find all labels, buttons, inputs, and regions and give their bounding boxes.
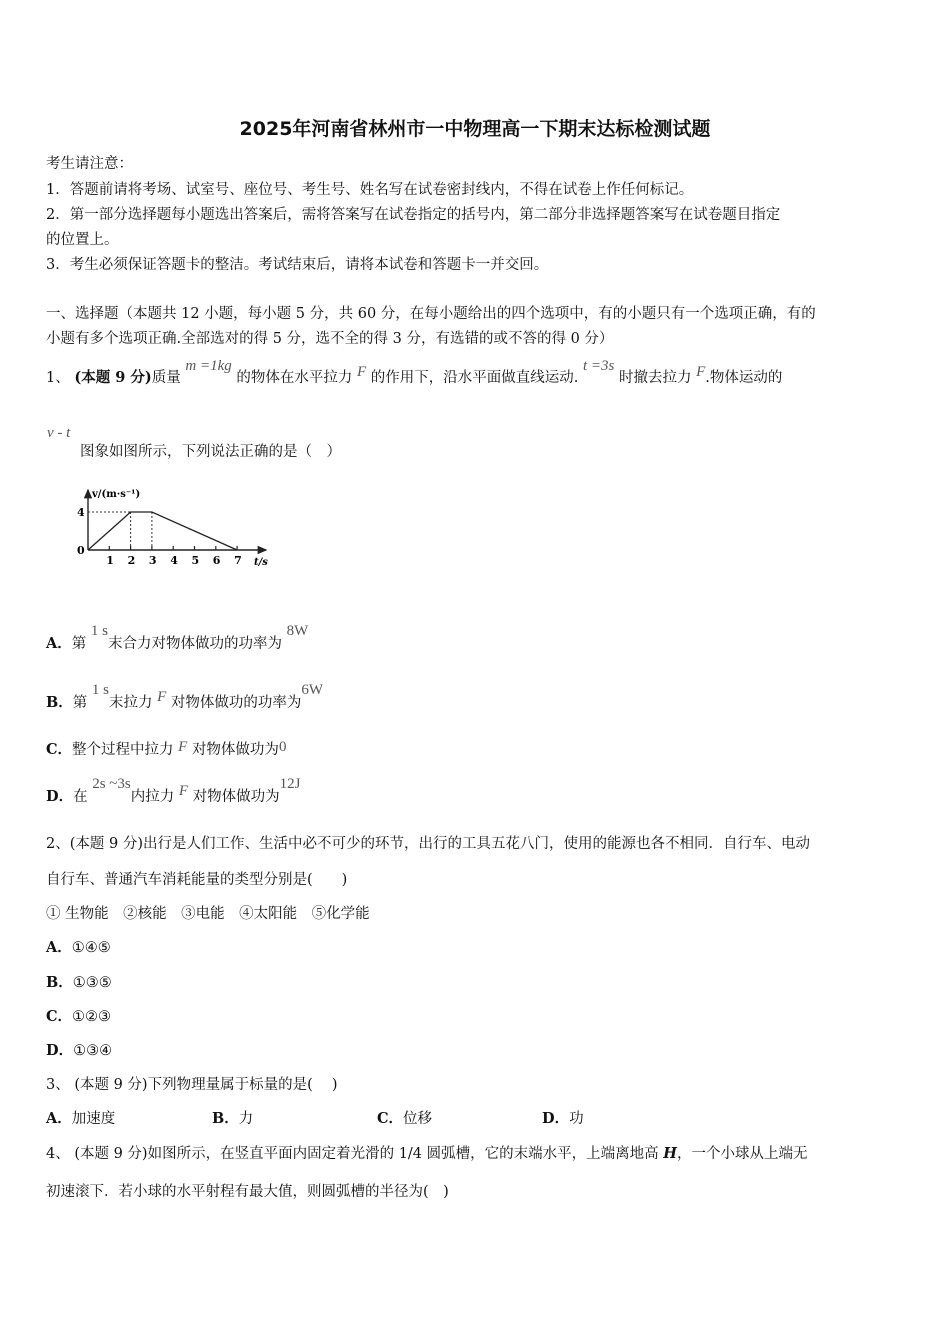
vt-graph [44, 482, 289, 582]
q3-option-a[interactable] [46, 1107, 115, 1128]
q4-stem-2: 初速滚下．若小球的水平射程有最大值，则圆弧槽的半径为( ) [46, 1184, 449, 1200]
section-heading-cont: 小题有多个选项正确.全部选对的得 5 分，选不全的得 3 分，有选错的或不答的得 0 分） [46, 331, 614, 347]
q3-option-b-label: B． [212, 1110, 239, 1127]
q1-text-4: 时撤去拉力 [618, 370, 692, 386]
q1-text-1: 质量 [151, 370, 181, 386]
q1-text-3: 的作用下，沿水平面做直线运动. [370, 370, 579, 386]
q1-number: 1、 [46, 370, 70, 386]
q1-vt-math: v - t [47, 425, 71, 441]
x-tick-label-2: 2 [127, 554, 136, 567]
q1-option-d-force: F [178, 783, 189, 799]
q2-option-d-label: D． [46, 1042, 74, 1059]
q1-option-b[interactable] [46, 682, 324, 712]
y-tick-label-4: 4 [77, 506, 85, 519]
q1-option-a-math-2: 8W [286, 623, 309, 639]
q3-option-d[interactable] [542, 1107, 584, 1128]
q3-option-c-text: 位移 [403, 1111, 433, 1127]
q1-option-b-force: F [157, 689, 167, 705]
y-axis-label: v/(m·s⁻¹) [92, 489, 141, 500]
q2-option-b-text: ①③⑤ [72, 975, 112, 991]
q1-force-math: F [356, 364, 367, 380]
q1-text-6: 图象如图所示，下列说法正确的是（ ） [80, 444, 341, 460]
q1-option-d-math-2: 12J [279, 776, 301, 792]
q3-option-a-label: A． [46, 1110, 72, 1127]
q1-option-a-pre: 第 [71, 636, 87, 652]
q1-option-d-label: D． [46, 788, 74, 805]
q1-option-c-mid: 对物体做功为 [191, 742, 279, 758]
q1-time-math: t =3s [582, 358, 615, 374]
section-heading: 一、选择题（本题共 12 小题，每小题 5 分，共 60 分，在每小题给出的四个选项中，有的小题只有一个选项正确，有的 [46, 306, 816, 322]
q1-option-b-math-1: 1 s [91, 682, 109, 698]
q4-height-symbol: H [663, 1145, 677, 1162]
x-tick-label-3: 3 [148, 554, 157, 567]
notice-item-3: 3．考生必须保证答题卡的整洁。考试结束后，请将本试卷和答题卡一并交回。 [46, 257, 549, 273]
q2-option-a-text: ①④⑤ [71, 940, 111, 956]
q1-option-d[interactable] [46, 776, 301, 806]
x-axis-label: t/s [254, 557, 268, 568]
q3-option-b-text: 力 [238, 1111, 254, 1127]
notice-item-1: 1．答题前请将考场、试室号、座位号、考生号、姓名写在试卷密封线内，不得在试卷上作任何标记。 [46, 182, 694, 198]
q1-force-math-2: F [696, 364, 706, 380]
q2-option-d-text: ①③④ [73, 1043, 113, 1059]
q1-option-a-mid: 末合力对物体做功的功率为 [107, 636, 282, 652]
q1-option-d-math-1: 2s ~3s [92, 776, 131, 792]
q1-text-2: 的物体在水平拉力 [236, 370, 353, 386]
q1-option-d-mid2: 对物体做功为 [192, 789, 280, 805]
x-tick-label-7: 7 [234, 554, 242, 567]
q2-option-b[interactable] [46, 971, 112, 992]
q1-option-b-mid: 末拉力 [108, 695, 153, 711]
x-tick-label-6: 6 [212, 554, 221, 567]
q2-option-c[interactable] [46, 1005, 111, 1026]
x-tick-label-4: 4 [170, 554, 178, 567]
origin-label: 0 [77, 544, 85, 557]
q3-option-d-text: 功 [569, 1111, 584, 1127]
notice-item-2-cont: 的位置上。 [46, 232, 119, 248]
q2-option-c-label: C． [46, 1008, 73, 1025]
q3-option-b[interactable] [212, 1107, 253, 1128]
q3-stem: 3、 (本题 9 分)下列物理量属于标量的是( ) [46, 1077, 338, 1093]
q2-option-a[interactable] [46, 936, 111, 957]
q1-option-c[interactable] [46, 738, 286, 759]
x-tick-label-5: 5 [191, 554, 200, 567]
q1-option-a-math-1: 1 s [90, 623, 108, 639]
q1-option-c-math: 0 [278, 739, 287, 755]
q2-stem-1: 2、(本题 9 分)出行是人们工作、生活中必不可少的环节，出行的工具五花八门，使用的能源也各不相同．自行车、电动 [46, 836, 810, 852]
q1-option-c-force: F [178, 739, 188, 755]
q4-text-1: 4、 (本题 9 分)如图所示，在竖直平面内固定着光滑的 1/4 圆弧槽，它的末端水平，上端离地高 [46, 1146, 664, 1162]
q1-option-c-label: C． [46, 741, 73, 758]
q1-score: (本题 9 分) [74, 369, 152, 386]
notice-heading: 考生请注意： [46, 156, 133, 172]
page-title: 2025年河南省林州市一中物理高一下期末达标检测试题 [239, 118, 711, 140]
q1-mass-math: m =1kg [185, 358, 232, 374]
q1-option-d-mid: 内拉力 [130, 789, 175, 805]
q1-option-b-mid2: 对物体做功的功率为 [170, 695, 302, 711]
q1-option-a-label: A． [46, 635, 72, 652]
notice-item-2: 2．第一部分选择题每小题选出答案后，需将答案写在试卷指定的括号内，第二部分非选择题答案写在试卷题目指定 [46, 207, 781, 223]
q1-text-5: .物体运动的 [705, 370, 783, 386]
q1-option-b-math-2: 6W [301, 682, 324, 698]
q2-choices: ① 生物能 ②核能 ③电能 ④太阳能 ⑤化学能 [46, 906, 370, 922]
q1-stem [46, 358, 783, 387]
q1-option-b-pre: 第 [72, 695, 88, 711]
q1-option-c-pre: 整个过程中拉力 [72, 742, 174, 758]
q4-stem-1 [46, 1142, 807, 1163]
q3-option-d-label: D． [542, 1110, 570, 1127]
q2-option-b-label: B． [46, 974, 73, 991]
q2-option-d[interactable] [46, 1039, 112, 1060]
q3-option-c[interactable] [377, 1107, 432, 1128]
q3-option-a-text: 加速度 [71, 1111, 116, 1127]
q4-text-2: ，一个小球从上端无 [676, 1146, 808, 1162]
q1-option-a[interactable] [46, 623, 309, 653]
q1-option-d-pre: 在 [73, 789, 88, 805]
x-tick-label-1: 1 [106, 554, 114, 567]
q1-option-b-label: B． [46, 694, 73, 711]
q2-option-a-label: A． [46, 939, 72, 956]
q3-option-c-label: C． [377, 1110, 404, 1127]
q2-option-c-text: ①②③ [72, 1009, 112, 1025]
vt-series-line [88, 512, 237, 550]
q2-stem-2: 自行车、普通汽车消耗能量的类型分别是( ) [46, 872, 348, 888]
